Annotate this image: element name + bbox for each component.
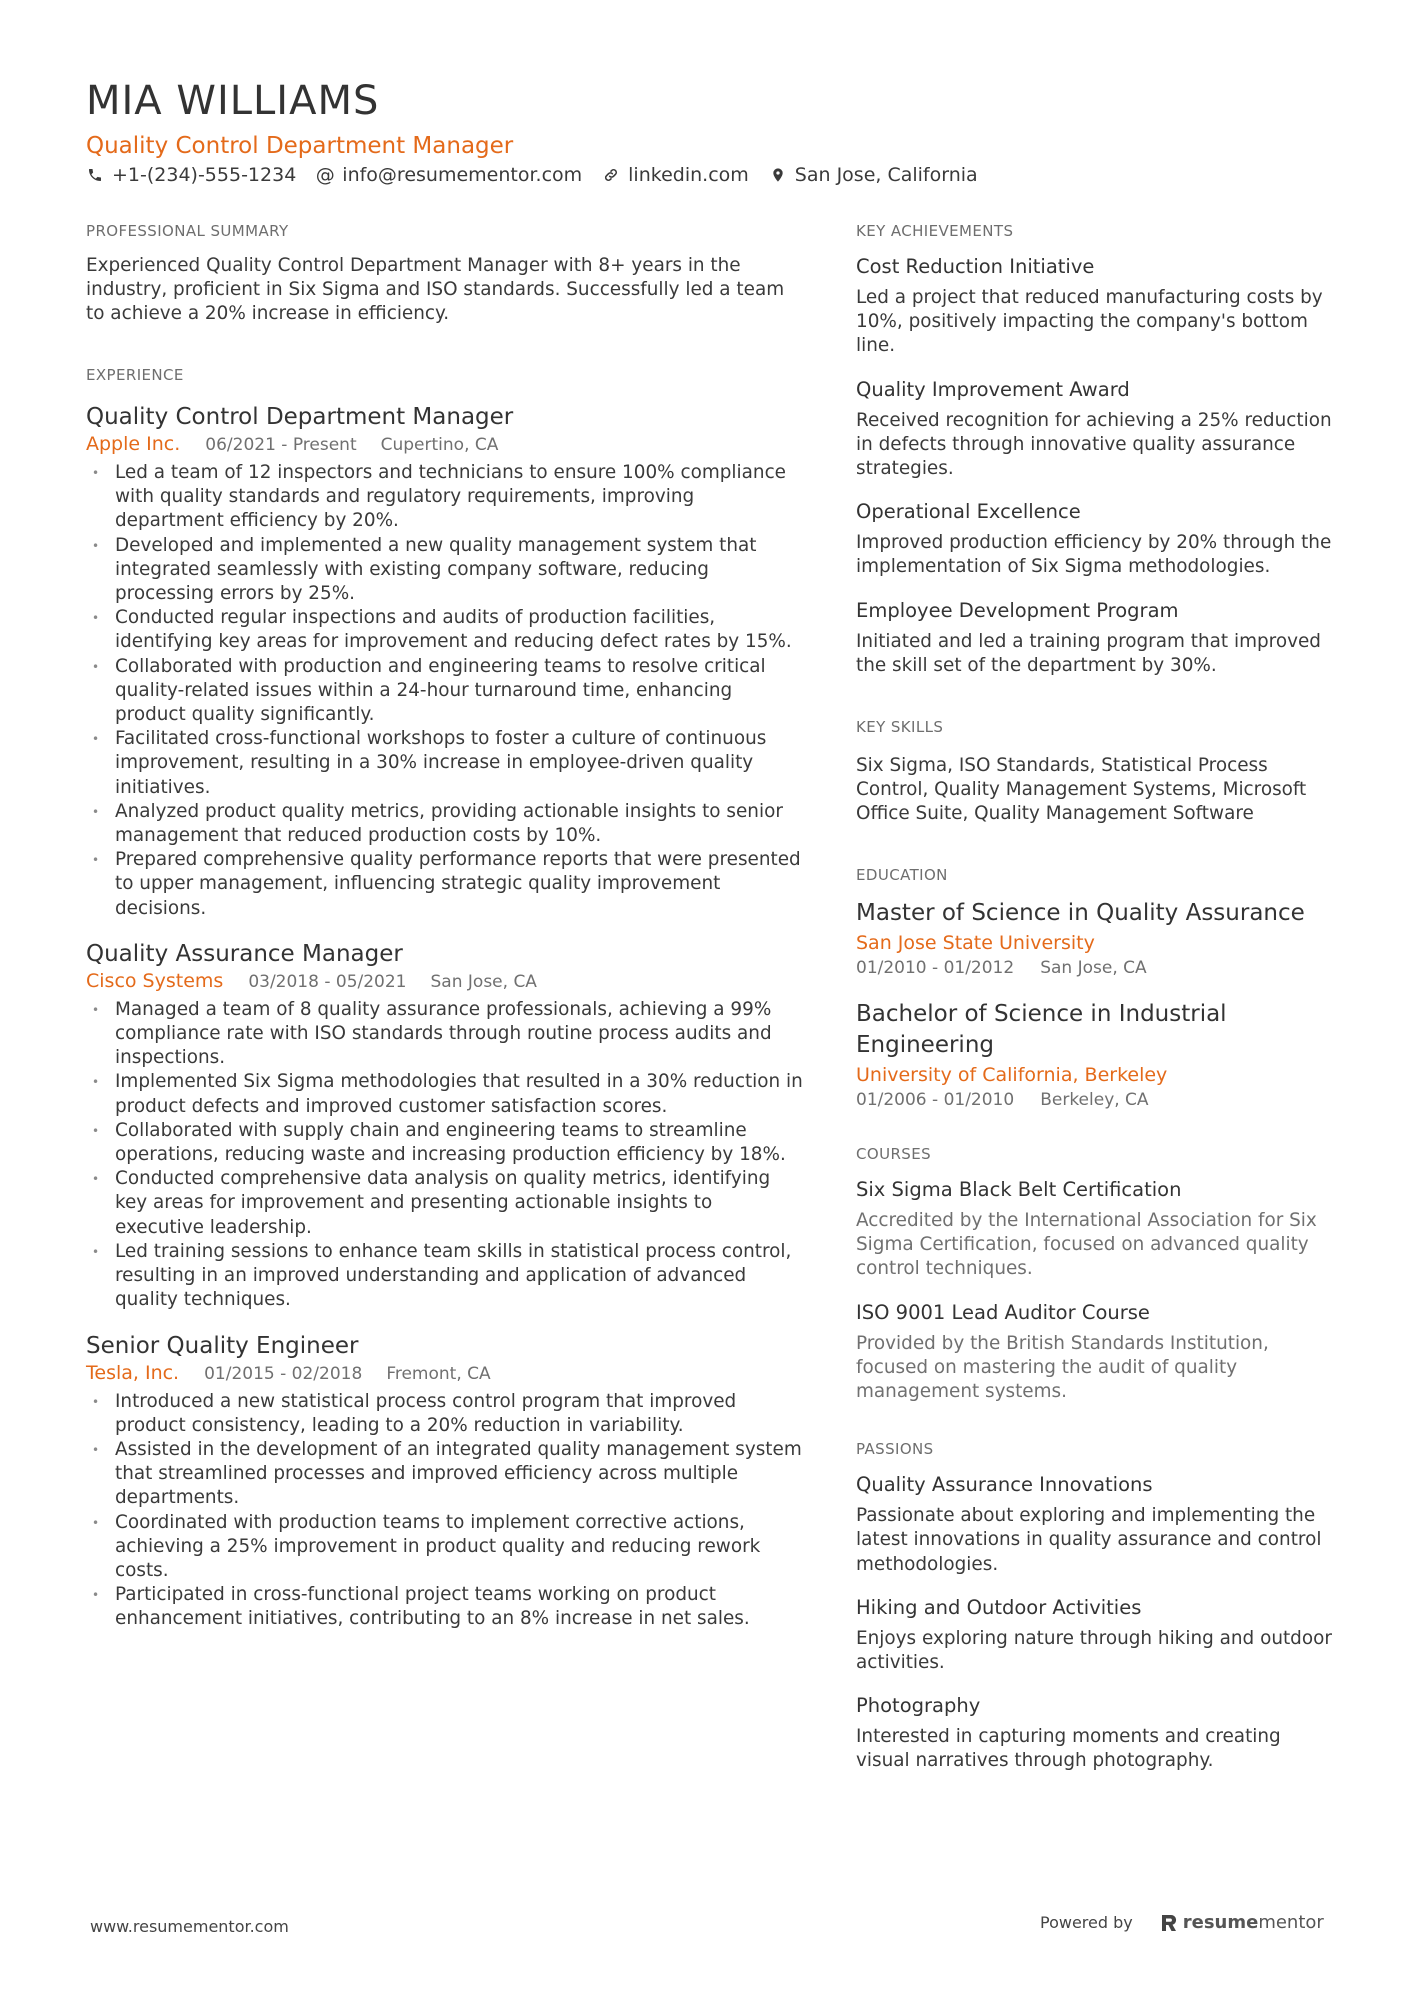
passion-item [856, 1693, 1336, 1773]
education-dates: 01/2006 - 01/2010 [856, 1090, 1015, 1111]
education-location: San Jose, CA [1040, 958, 1147, 979]
skills-heading: KEY SKILLS [856, 718, 944, 737]
contact-email[interactable] [316, 164, 582, 186]
linkedin-text[interactable]: linkedin.com [628, 164, 749, 186]
achievements-heading: KEY ACHIEVEMENTS [856, 222, 1014, 240]
education-dates: 01/2010 - 01/2012 [856, 958, 1015, 979]
brand-light: mentor [1258, 1912, 1324, 1933]
phone-text: +1-(234)-555-1234 [112, 164, 297, 186]
course-title: ISO 9001 Lead Auditor Course [856, 1300, 1150, 1324]
job-entry [86, 939, 806, 1313]
experience-section [86, 366, 806, 1632]
list-item: • Collaborated with production and engineering teams to resolve critical quality-related issues within a 24-hour turnaround time, enhancing product quality significantly. [86, 655, 806, 728]
brand-logo-icon [1161, 1914, 1177, 1932]
company-name: Tesla, Inc. [86, 1361, 180, 1384]
job-dates: 01/2015 - 02/2018 [204, 1363, 363, 1384]
job-meta [86, 969, 806, 995]
company-name: Cisco Systems [86, 969, 224, 992]
passions-section [856, 1440, 1336, 1773]
job-title: Quality Assurance Manager [86, 940, 403, 967]
achievement-title: Quality Improvement Award [856, 377, 1130, 401]
achievement-desc: Initiated and led a training program that improved the skill set of the department by 30%. [856, 630, 1321, 676]
list-item: • Coordinated with production teams to implement corrective actions, achieving a 25% improvement in product quality and reducing rework costs. [86, 1511, 806, 1584]
list-item: • Collaborated with supply chain and engineering teams to streamline operations, reducing waste and increasing production efficiency by 18%. [86, 1119, 806, 1167]
achievement-title: Operational Excellence [856, 500, 1081, 524]
job-dates: 03/2018 - 05/2021 [248, 971, 407, 992]
courses-heading: COURSES [856, 1145, 932, 1164]
education-meta [856, 957, 1336, 979]
skills-section [856, 718, 1336, 826]
list-item: • Assisted in the development of an integrated quality management system that streamlined processes and improved efficiency across multiple departments. [86, 1438, 806, 1511]
achievement-title: Cost Reduction Initiative [856, 255, 1095, 278]
footer-website[interactable]: www.resumementor.com [90, 1917, 289, 1936]
achievements-section [856, 222, 1336, 678]
powered-by-label: Powered by [1040, 1913, 1133, 1932]
job-dates: 06/2021 - Present [205, 435, 357, 455]
achievement-desc: Improved production efficiency by 20% through the implementation of Six Sigma methodologies. [856, 532, 1332, 578]
job-bullets [86, 461, 806, 921]
skills-text: Six Sigma, ISO Standards, Statistical Process Control, Quality Management Systems, Microsoft Office Suite, Quality Management Software [856, 755, 1307, 825]
degree-title: Bachelor of Science in Industrial Engineering [856, 1001, 1227, 1059]
summary-heading: PROFESSIONAL SUMMARY [86, 222, 289, 240]
job-title: Senior Quality Engineer [86, 1332, 359, 1359]
company-name: Apple Inc. [86, 433, 181, 455]
job-location: Fremont, CA [386, 1363, 491, 1384]
list-item: • Facilitated cross-functional workshops to foster a culture of continuous improvement, resulting in a 30% increase in employee-driven quality initiatives. [86, 727, 806, 800]
degree-title: Master of Science in Quality Assurance [856, 900, 1305, 927]
email-text[interactable]: info@resumementor.com [342, 164, 583, 186]
at-icon: @ [315, 164, 335, 186]
job-entry [86, 1331, 806, 1632]
left-column [86, 222, 806, 1650]
course-item [856, 1300, 1336, 1405]
list-item: • Led a team of 12 inspectors and technicians to ensure 100% compliance with quality standards and regulatory requirements, improving department efficiency by 20%. [86, 461, 806, 534]
passion-desc: Interested in capturing moments and creating visual narratives through photography. [856, 1726, 1281, 1772]
education-item [856, 898, 1336, 979]
contact-location [769, 164, 978, 186]
achievement-desc: Led a project that reduced manufacturing costs by 10%, positively impacting the company's bottom line. [856, 287, 1323, 357]
list-item: • Prepared comprehensive quality performance reports that were presented to upper management, influencing strategic quality improvement decisions. [86, 848, 806, 921]
location-text: San Jose, California [794, 164, 978, 186]
passion-desc: Enjoys exploring nature through hiking and outdoor activities. [856, 1627, 1332, 1674]
achievement-item [856, 598, 1336, 678]
phone-icon [86, 166, 104, 184]
passion-title: Quality Assurance Innovations [856, 1473, 1153, 1497]
course-desc: Provided by the British Standards Institution, focused on mastering the audit of quality management systems. [856, 1332, 1269, 1403]
achievement-item [856, 254, 1336, 359]
job-meta [86, 432, 806, 458]
job-title: Quality Control Department Manager [86, 404, 514, 430]
school-name: San Jose State University [856, 932, 1095, 955]
job-bullets [86, 1390, 806, 1632]
passions-heading: PASSIONS [856, 1440, 934, 1459]
passion-item [856, 1472, 1336, 1577]
job-location: San Jose, CA [430, 971, 537, 992]
education-section [856, 866, 1336, 1111]
list-item: • Led training sessions to enhance team skills in statistical process control, resulting in an improved understanding and application of advanced quality techniques. [86, 1240, 806, 1313]
education-heading: EDUCATION [856, 866, 948, 885]
course-title: Six Sigma Black Belt Certification [856, 1178, 1182, 1202]
candidate-role: Quality Control Department Manager [86, 133, 514, 159]
school-name: University of California, Berkeley [856, 1064, 1168, 1087]
right-column [856, 222, 1336, 1814]
passion-desc: Passionate about exploring and implementing the latest innovations in quality assurance and control methodologies. [856, 1505, 1322, 1575]
achievement-title: Employee Development Program [856, 598, 1179, 622]
contact-linkedin[interactable] [602, 164, 749, 186]
achievement-item [856, 377, 1336, 482]
link-icon [602, 166, 620, 184]
course-desc: Accredited by the International Association for Six Sigma Certification, focused on advanced quality control techniques. [856, 1210, 1317, 1280]
job-location: Cupertino, CA [380, 435, 499, 455]
brand-bold: resume [1182, 1912, 1259, 1933]
summary-section [86, 222, 806, 326]
achievement-item [856, 499, 1336, 579]
job-entry [86, 402, 806, 921]
experience-heading: EXPERIENCE [86, 366, 184, 384]
course-item [856, 1177, 1336, 1282]
list-item: • Introduced a new statistical process control program that improved product consistency, leading to a 20% reduction in variability. [86, 1390, 806, 1438]
achievement-desc: Received recognition for achieving a 25% reduction in defects through innovative quality assurance strategies. [856, 409, 1332, 480]
education-meta [856, 1089, 1336, 1111]
contact-phone [86, 164, 296, 186]
courses-section [856, 1145, 1336, 1404]
education-location: Berkeley, CA [1040, 1090, 1149, 1111]
footer-branding [1040, 1912, 1324, 1933]
list-item: • Implemented Six Sigma methodologies that resulted in a 30% reduction in product defects and improved customer satisfaction scores. [86, 1070, 806, 1118]
list-item: • Conducted comprehensive data analysis on quality metrics, identifying key areas for improvement and presenting actionable insights to executive leadership. [86, 1167, 806, 1240]
summary-text: Experienced Quality Control Department Manager with 8+ years in the industry, proficient in Six Sigma and ISO standards. Successfully led a team to achieve a 20% increase in efficiency. [86, 255, 785, 324]
list-item: • Managed a team of 8 quality assurance professionals, achieving a 99% compliance rate with ISO standards through routine process audits and inspections. [86, 998, 806, 1071]
location-pin-icon [769, 166, 787, 184]
list-item: • Conducted regular inspections and audits of production facilities, identifying key areas for improvement and reducing defect rates by 15%. [86, 606, 806, 654]
passion-item [856, 1595, 1336, 1675]
brand-logo[interactable] [1161, 1912, 1324, 1933]
job-bullets [86, 998, 806, 1313]
passion-title: Hiking and Outdoor Activities [856, 1595, 1142, 1619]
contact-bar [86, 164, 998, 186]
list-item: • Analyzed product quality metrics, providing actionable insights to senior management that reduced production costs by 10%. [86, 800, 806, 848]
list-item: • Developed and implemented a new quality management system that integrated seamlessly with existing company software, reducing processing errors by 25%. [86, 534, 806, 607]
passion-title: Photography [856, 1694, 981, 1718]
job-meta [86, 1361, 806, 1387]
education-item [856, 999, 1336, 1111]
list-item: • Participated in cross-functional project teams working on product enhancement initiatives, contributing to an 8% increase in net sales. [86, 1583, 806, 1631]
candidate-name: MIA WILLIAMS [86, 78, 380, 124]
